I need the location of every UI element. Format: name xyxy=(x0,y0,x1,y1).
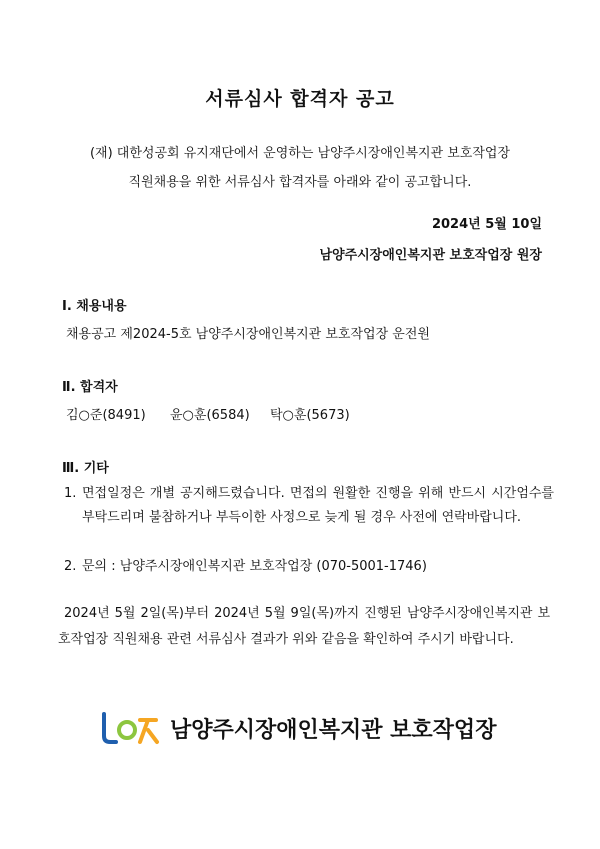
list-item xyxy=(64,482,554,530)
intro-line-2: 직원채용을 위한 서류심사 합격자를 아래와 같이 공고합니다. xyxy=(128,175,472,190)
footer-logo-text: 남양주시장애인복지관 보호작업장 xyxy=(170,717,497,743)
passer-item: 윤○훈(6584) xyxy=(170,408,250,423)
list-item-text: 문의 : 남양주시장애인복지관 보호작업장 (070-5001-1746) xyxy=(82,559,427,574)
passer-item: 탁○훈(5673) xyxy=(270,408,350,423)
list-item-text: 면접일정은 개별 공지해드렸습니다. 면접의 원활한 진행을 위해 반드시 시간엄수를 부탁드리며 불참하거나 부득이한 사정으로 늦게 될 경우 사전에 연락바랍니다. xyxy=(82,486,554,525)
announcement-date: 2024년 5월 10일 xyxy=(431,217,542,232)
footer-logo xyxy=(100,708,496,748)
list-item xyxy=(64,555,554,579)
organization-logo-icon xyxy=(100,708,162,748)
section-heading-other: Ⅲ. 기타 xyxy=(62,461,109,476)
section-heading-recruitment: Ⅰ. 채용내용 xyxy=(62,299,127,314)
issuer: 남양주시장애인복지관 보호작업장 원장 xyxy=(319,248,542,263)
section-heading-passers: Ⅱ. 합격자 xyxy=(62,380,118,395)
list-item-number: 1. xyxy=(64,486,77,501)
passer-item: 김○준(8491) xyxy=(66,408,146,423)
page-title: 서류심사 합격자 공고 xyxy=(205,88,395,110)
closing-paragraph: 2024년 5월 2일(목)부터 2024년 5월 9일(목)까지 진행된 남양주시장애인복지관 보호작업장 직원채용 관련 서류심사 결과가 위와 같음을 확인하여 주시기 바랍니다. xyxy=(58,606,550,647)
recruitment-content: 채용공고 제2024-5호 남양주시장애인복지관 보호작업장 운전원 xyxy=(66,327,430,342)
intro-line-1: (재) 대한성공회 유지재단에서 운영하는 남양주시장애인복지관 보호작업장 xyxy=(89,146,511,161)
list-item-number: 2. xyxy=(64,559,77,574)
